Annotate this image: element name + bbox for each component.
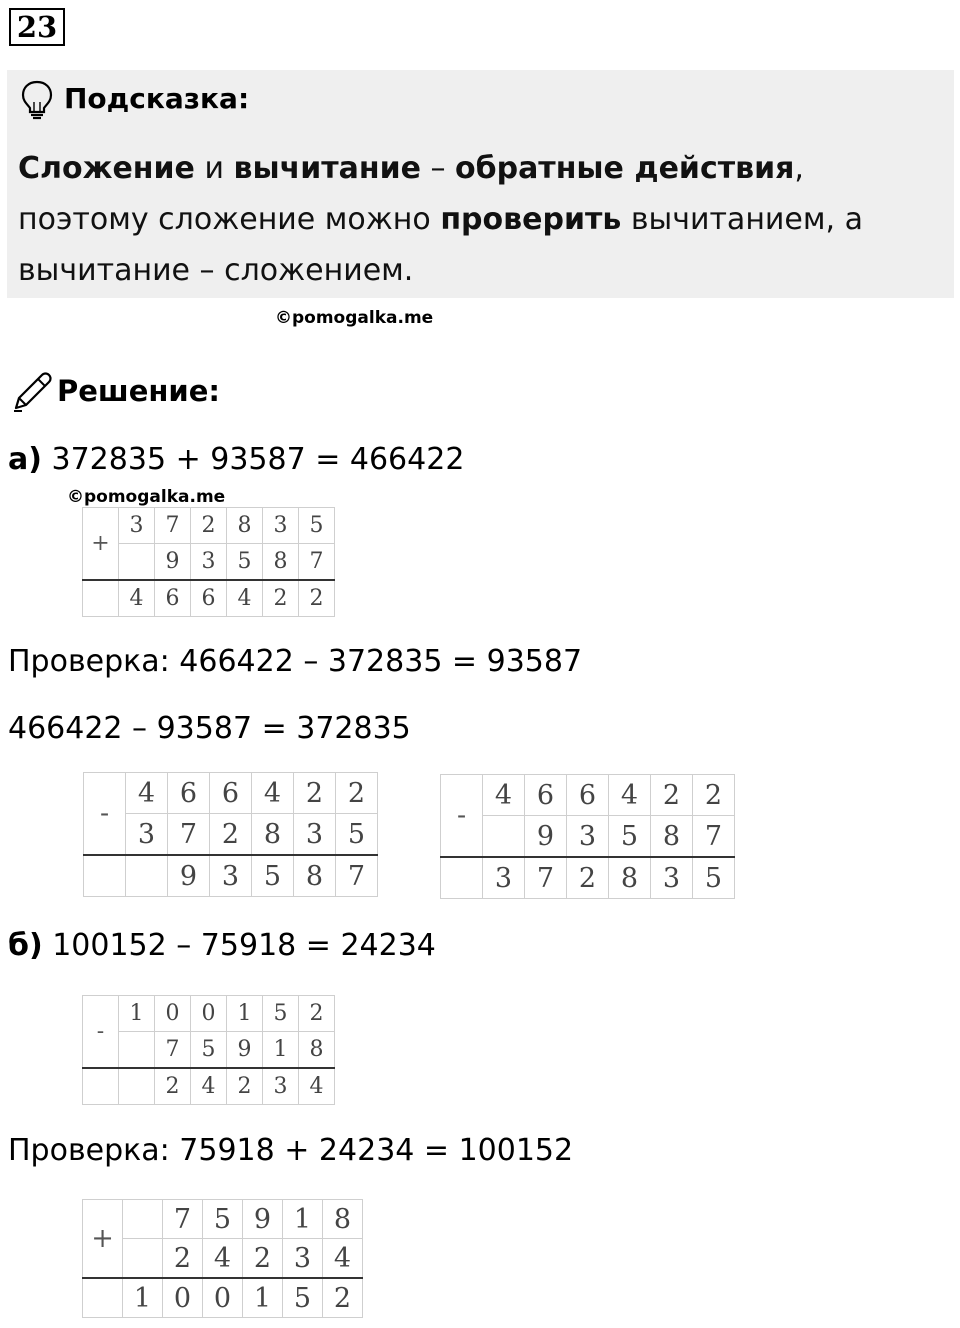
digit-cell: 7 (336, 855, 378, 897)
part-b-line (8, 928, 436, 963)
digit-cell: 6 (567, 775, 609, 816)
digit-cell: 5 (263, 996, 299, 1032)
column-subtraction-b (82, 995, 335, 1105)
digit-cell: 4 (299, 1068, 335, 1105)
digit-cell: 1 (227, 996, 263, 1032)
digit-cell: 3 (283, 1239, 323, 1279)
operator-sign: - (441, 775, 483, 858)
digit-cell: 2 (567, 857, 609, 899)
digit-cell: 2 (323, 1278, 363, 1318)
hint-text-run: вычитанием, а вычитание – сложением. (18, 202, 863, 288)
column-addition-a (82, 507, 335, 617)
digit-cell: 3 (191, 544, 227, 581)
digit-cell: 1 (263, 1032, 299, 1069)
digit-cell: 7 (168, 814, 210, 856)
part-a-label: а) (8, 442, 42, 477)
digit-cell: 8 (323, 1200, 363, 1239)
hint-text-run: , поэтому сложение можно (18, 151, 804, 237)
table-row (83, 996, 335, 1032)
digit-cell: 9 (155, 544, 191, 581)
digit-cell: 2 (243, 1239, 283, 1279)
table-row (441, 857, 735, 899)
digit-cell: 3 (263, 1068, 299, 1105)
digit-cell: 3 (294, 814, 336, 856)
operator-sign: + (83, 1200, 123, 1279)
operator-sign: - (84, 773, 126, 856)
digit-cell: 5 (227, 544, 263, 581)
digit-cell: 4 (191, 1068, 227, 1105)
digit-cell: 5 (693, 857, 735, 899)
table-row (83, 1239, 363, 1279)
digit-cell: 7 (155, 508, 191, 544)
digit-cell: 3 (126, 814, 168, 856)
digit-cell: 2 (191, 508, 227, 544)
digit-cell: 2 (651, 775, 693, 816)
digit-cell: 4 (227, 580, 263, 617)
watermark: ©pomogalka.me (67, 487, 226, 507)
hint-bold-text: обратные действия (455, 151, 795, 186)
digit-cell: 2 (336, 773, 378, 814)
part-b-expression: 100152 – 75918 = 24234 (42, 928, 436, 963)
digit-cell: 8 (651, 816, 693, 858)
hint-text-run: и (194, 151, 234, 186)
table-row (441, 816, 735, 858)
part-a-check2: 466422 – 93587 = 372835 (8, 711, 411, 746)
table-row (83, 508, 335, 544)
hint-text (18, 143, 938, 296)
empty-cell (84, 855, 126, 897)
digit-cell: 6 (155, 580, 191, 617)
table-row (441, 775, 735, 816)
digit-cell: 4 (119, 580, 155, 617)
digit-cell: 2 (299, 996, 335, 1032)
digit-cell: 8 (299, 1032, 335, 1069)
empty-cell (83, 1278, 123, 1318)
table-row (84, 814, 378, 856)
digit-cell: 2 (227, 1068, 263, 1105)
digit-cell: 5 (336, 814, 378, 856)
lightbulb-icon (20, 80, 54, 120)
digit-cell: 8 (227, 508, 263, 544)
digit-cell: 8 (609, 857, 651, 899)
hint-title: Подсказка: (64, 82, 250, 115)
digit-cell: 3 (483, 857, 525, 899)
empty-cell (83, 1068, 119, 1105)
table-row (83, 1068, 335, 1105)
digit-cell: 3 (210, 855, 252, 897)
digit-cell: 6 (191, 580, 227, 617)
digit-cell: 3 (651, 857, 693, 899)
empty-cell (441, 857, 483, 899)
digit-cell: 4 (483, 775, 525, 816)
digit-cell: 7 (155, 1032, 191, 1069)
watermark: ©pomogalka.me (275, 308, 434, 328)
digit-cell: 1 (283, 1200, 323, 1239)
part-a-check1: Проверка: 466422 – 372835 = 93587 (8, 644, 583, 679)
column-subtraction-check-a1 (83, 772, 378, 897)
digit-cell: 9 (525, 816, 567, 858)
empty-cell (83, 580, 119, 617)
table-row (83, 544, 335, 581)
table-row (83, 580, 335, 617)
digit-cell: 7 (525, 857, 567, 899)
digit-cell: 9 (243, 1200, 283, 1239)
digit-cell: 3 (119, 508, 155, 544)
digit-cell: 8 (252, 814, 294, 856)
digit-cell: 4 (126, 773, 168, 814)
column-addition-check-b (82, 1199, 363, 1318)
table-row (83, 1200, 363, 1239)
hint-bold-text: проверить (440, 202, 622, 237)
digit-cell: 5 (191, 1032, 227, 1069)
part-b-check: Проверка: 75918 + 24234 = 100152 (8, 1133, 574, 1168)
task-number: 23 (9, 8, 65, 46)
digit-cell (123, 1239, 163, 1279)
table-row (83, 1032, 335, 1069)
digit-cell: 9 (168, 855, 210, 897)
hint-bold-text: Сложение (18, 151, 195, 186)
digit-cell: 1 (243, 1278, 283, 1318)
digit-cell (123, 1200, 163, 1239)
digit-cell: 4 (609, 775, 651, 816)
digit-cell: 5 (299, 508, 335, 544)
digit-cell: 1 (119, 996, 155, 1032)
part-b-label: б) (8, 928, 43, 963)
digit-cell: 0 (191, 996, 227, 1032)
digit-cell (483, 816, 525, 858)
digit-cell: 4 (203, 1239, 243, 1279)
digit-cell: 2 (299, 580, 335, 617)
digit-cell: 3 (567, 816, 609, 858)
digit-cell: 2 (693, 775, 735, 816)
digit-cell: 9 (227, 1032, 263, 1069)
operator-sign: + (83, 508, 119, 581)
digit-cell: 6 (168, 773, 210, 814)
table-row (83, 1278, 363, 1318)
digit-cell: 7 (299, 544, 335, 581)
digit-cell: 2 (263, 580, 299, 617)
table-row (84, 855, 378, 897)
digit-cell: 0 (155, 996, 191, 1032)
digit-cell (119, 1068, 155, 1105)
digit-cell: 0 (163, 1278, 203, 1318)
column-subtraction-check-a2 (440, 774, 735, 899)
digit-cell: 2 (155, 1068, 191, 1105)
digit-cell: 6 (525, 775, 567, 816)
digit-cell (126, 855, 168, 897)
table-row (84, 773, 378, 814)
digit-cell: 7 (163, 1200, 203, 1239)
digit-cell: 5 (252, 855, 294, 897)
pencil-icon (10, 370, 54, 414)
digit-cell: 7 (693, 816, 735, 858)
digit-cell: 5 (283, 1278, 323, 1318)
digit-cell: 0 (203, 1278, 243, 1318)
digit-cell: 8 (294, 855, 336, 897)
digit-cell: 3 (263, 508, 299, 544)
digit-cell: 2 (210, 814, 252, 856)
digit-cell (119, 1032, 155, 1069)
digit-cell: 2 (294, 773, 336, 814)
solution-title: Решение: (57, 374, 221, 408)
digit-cell (119, 544, 155, 581)
hint-text-run: – (420, 151, 456, 186)
digit-cell: 8 (263, 544, 299, 581)
digit-cell: 4 (252, 773, 294, 814)
operator-sign: - (83, 996, 119, 1069)
digit-cell: 2 (163, 1239, 203, 1279)
part-a-line (8, 442, 464, 477)
digit-cell: 4 (323, 1239, 363, 1279)
digit-cell: 6 (210, 773, 252, 814)
digit-cell: 5 (609, 816, 651, 858)
hint-bold-text: вычитание (233, 151, 421, 186)
digit-cell: 5 (203, 1200, 243, 1239)
digit-cell: 1 (123, 1278, 163, 1318)
part-a-expression: 372835 + 93587 = 466422 (41, 442, 465, 477)
